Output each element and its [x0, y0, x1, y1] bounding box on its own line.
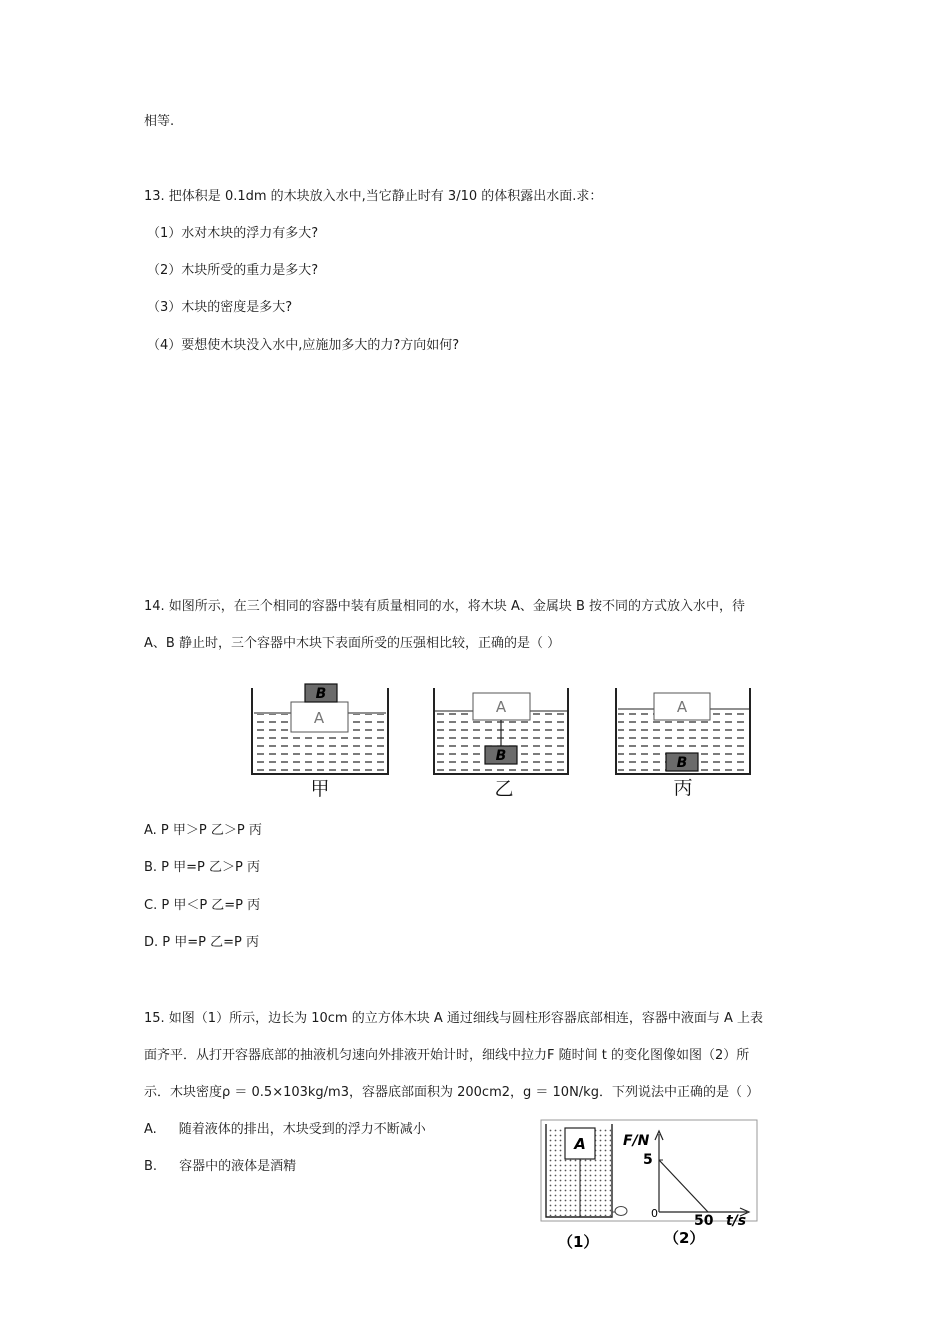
option-text: 容器中的液体是酒精 — [179, 1159, 297, 1174]
q14-option-b: B. P 甲=P 乙＞P 丙 — [144, 860, 260, 875]
block-a-label: A — [676, 698, 688, 716]
block-a-label: A — [495, 698, 507, 716]
option-letter: B. — [144, 1159, 158, 1174]
x-tick-50: 50 — [694, 1213, 714, 1229]
force-line — [659, 1160, 708, 1212]
block-b-label: B — [315, 686, 327, 702]
q13-part-4: （4）要想使木块没入水中,应施加多大的力?方向如何? — [147, 338, 460, 353]
label-jia: 甲 — [310, 778, 330, 800]
q15-stem-line-3: 示．木块密度ρ ＝ 0.5×103kg/m3，容器底部面积为 200cm2，g ＝ 10N/kg．下列说法中正确的是（ ） — [144, 1085, 760, 1100]
y-tick-5: 5 — [643, 1152, 653, 1168]
q13-part-3: （3）木块的密度是多大? — [147, 300, 293, 315]
q14-option-a: A. P 甲＞P 乙＞P 丙 — [144, 823, 262, 838]
x-axis-label: t/s — [726, 1213, 747, 1229]
q14-stem-line-1: 14. 如图所示，在三个相同的容器中装有质量相同的水，将木块 A、金属块 B 按不同的方式放入水中，待 — [144, 599, 746, 614]
q13-part-1: （1）水对木块的浮力有多大? — [147, 226, 319, 241]
q15-container — [546, 1124, 627, 1217]
q15-force-time-graph — [623, 1131, 749, 1229]
q14-option-c: C. P 甲＜P 乙=P 丙 — [144, 898, 261, 913]
block-b-label: B — [495, 748, 507, 764]
q13-part-2: （2）木块所受的重力是多大? — [147, 263, 319, 278]
q15-stem-line-1: 15. 如图（1）所示，边长为 10cm 的立方体木块 A 通过细线与圆柱形容器底部相连，容器中液面与 A 上表 — [144, 1011, 764, 1026]
label-yi: 乙 — [494, 778, 514, 800]
y-axis-label: F/N — [623, 1133, 650, 1149]
caption-figure-2: （2） — [664, 1229, 705, 1247]
container-bing — [616, 688, 750, 799]
q15-option-a — [144, 1121, 426, 1139]
container-jia — [252, 684, 388, 800]
container-yi — [434, 688, 568, 800]
q14-option-d: D. P 甲=P 乙=P 丙 — [144, 935, 259, 950]
option-letter: A. — [144, 1122, 157, 1137]
q13-stem: 13. 把体积是 0.1dm 的木块放入水中,当它静止时有 3/10 的体积露出水面.求： — [144, 189, 603, 204]
block-a-label: A — [313, 709, 325, 727]
q14-stem-line-2: A、B 静止时，三个容器中木块下表面所受的压强相比较，正确的是（ ） — [144, 636, 561, 651]
caption-figure-1: （1） — [558, 1233, 599, 1251]
label-bing: 丙 — [673, 777, 693, 799]
q15-stem-line-2: 面齐平．从打开容器底部的抽液机匀速向外排液开始计时，细线中拉力F 随时间 t 的变化图像如图（2）所 — [144, 1048, 750, 1063]
q14-three-containers-figure — [244, 678, 760, 802]
q15-option-b — [144, 1158, 296, 1176]
block-a-label: A — [574, 1135, 586, 1153]
option-text: 随着液体的排出，木块受到的浮力不断减小 — [178, 1122, 426, 1137]
previous-answer-tail: 相等. — [144, 114, 175, 129]
block-b-label: B — [676, 755, 688, 771]
q15-container-and-graph-figure — [538, 1118, 762, 1256]
pump-icon — [615, 1207, 627, 1216]
origin-label: 0 — [651, 1207, 658, 1220]
